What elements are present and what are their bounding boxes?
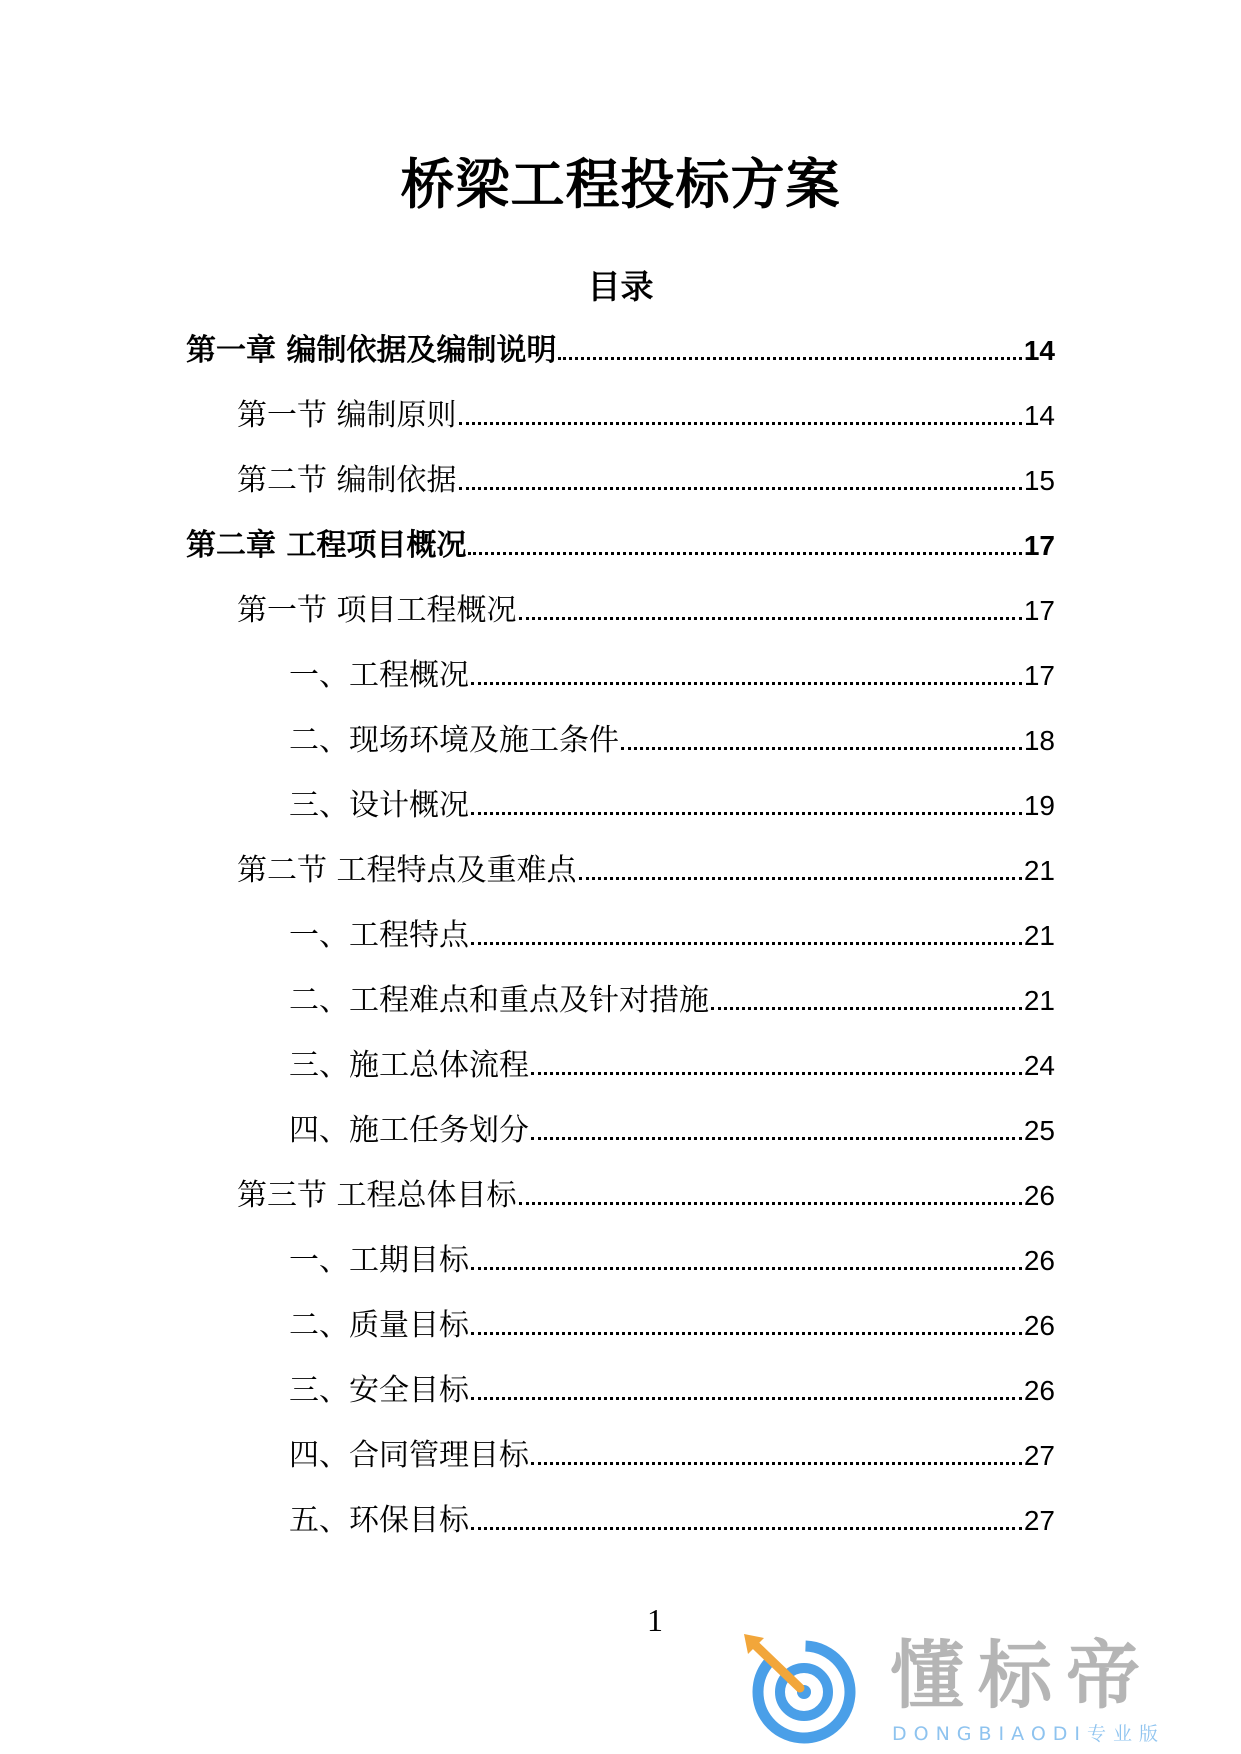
toc-entry[interactable] (0, 1301, 1241, 1366)
brand-name: 懂标帝 (890, 1633, 1154, 1719)
toc-entry-page: 26 (1023, 1375, 1055, 1406)
toc-dot-leader (531, 1137, 1022, 1140)
toc-entry[interactable] (0, 1041, 1241, 1106)
toc-entry-page: 21 (1023, 985, 1055, 1016)
toc-entry-page: 25 (1023, 1115, 1055, 1146)
toc-entry-title: 一、工期目标 (289, 1243, 469, 1278)
toc-entry-title: 第三节 工程总体目标 (237, 1178, 517, 1213)
toc-dot-leader (579, 877, 1022, 880)
toc-entry-title: 一、工程概况 (289, 658, 469, 693)
toc-entry-page: 27 (1023, 1505, 1055, 1536)
toc-entry[interactable] (0, 326, 1241, 391)
toc-heading: 目录 (587, 267, 654, 306)
toc-entry-title: 二、工程难点和重点及针对措施 (289, 983, 709, 1018)
toc-entry[interactable] (0, 1106, 1241, 1171)
toc-dot-leader (519, 617, 1022, 620)
toc-entry[interactable] (0, 1236, 1241, 1301)
toc-entry[interactable] (0, 911, 1241, 976)
toc-entry-page: 17 (1023, 530, 1055, 561)
toc-dot-leader (471, 682, 1022, 685)
table-of-contents (0, 326, 1241, 1561)
toc-entry-page: 17 (1023, 595, 1055, 626)
toc-entry[interactable] (0, 976, 1241, 1041)
toc-entry-title: 二、现场环境及施工条件 (289, 723, 619, 758)
toc-entry[interactable] (0, 586, 1241, 651)
toc-entry[interactable] (0, 521, 1241, 586)
toc-entry[interactable] (0, 391, 1241, 456)
toc-entry-page: 17 (1023, 660, 1055, 691)
toc-entry[interactable] (0, 846, 1241, 911)
toc-entry-page: 21 (1023, 920, 1055, 951)
toc-entry-page: 26 (1023, 1310, 1055, 1341)
toc-dot-leader (471, 812, 1022, 815)
toc-entry[interactable] (0, 1171, 1241, 1236)
toc-entry-page: 14 (1023, 400, 1055, 431)
toc-dot-leader (459, 487, 1022, 490)
toc-dot-leader (531, 1072, 1022, 1075)
toc-entry-title: 第二章 工程项目概况 (186, 528, 467, 563)
toc-entry-title: 二、质量目标 (289, 1308, 469, 1343)
toc-entry-page: 19 (1023, 790, 1055, 821)
toc-entry[interactable] (0, 781, 1241, 846)
toc-entry-page: 15 (1023, 465, 1055, 496)
toc-dot-leader (621, 747, 1022, 750)
toc-dot-leader (471, 1267, 1022, 1270)
toc-entry-page: 26 (1023, 1180, 1055, 1211)
toc-entry-title: 五、环保目标 (289, 1503, 469, 1538)
toc-dot-leader (459, 422, 1022, 425)
target-arrow-icon (740, 1630, 860, 1748)
toc-entry-page: 24 (1023, 1050, 1055, 1081)
toc-entry[interactable] (0, 716, 1241, 781)
toc-dot-leader (471, 1527, 1022, 1530)
toc-entry-page: 27 (1023, 1440, 1055, 1471)
toc-entry-title: 第一节 项目工程概况 (237, 593, 517, 628)
toc-dot-leader (471, 942, 1022, 945)
toc-entry[interactable] (0, 1366, 1241, 1431)
toc-dot-leader (519, 1202, 1022, 1205)
toc-entry-title: 四、施工任务划分 (289, 1113, 529, 1148)
toc-entry-title: 三、安全目标 (289, 1373, 469, 1408)
toc-entry[interactable] (0, 456, 1241, 521)
toc-dot-leader (468, 552, 1021, 555)
toc-entry-title: 第一章 编制依据及编制说明 (186, 333, 557, 368)
toc-entry-page: 14 (1023, 335, 1055, 366)
page-number: 1 (647, 1602, 663, 1638)
toc-entry[interactable] (0, 1431, 1241, 1496)
brand-subtitle: DONGBIAODI专业版 (892, 1723, 1166, 1745)
toc-entry-page: 21 (1023, 855, 1055, 886)
toc-entry-title: 第一节 编制原则 (237, 398, 457, 433)
toc-dot-leader (471, 1332, 1022, 1335)
toc-entry[interactable] (0, 1496, 1241, 1561)
toc-entry-title: 第二节 编制依据 (237, 463, 457, 498)
toc-entry-title: 三、设计概况 (289, 788, 469, 823)
toc-entry-title: 四、合同管理目标 (289, 1438, 529, 1473)
toc-dot-leader (711, 1007, 1022, 1010)
toc-dot-leader (531, 1462, 1022, 1465)
document-title: 桥梁工程投标方案 (400, 153, 841, 216)
toc-dot-leader (471, 1397, 1022, 1400)
toc-entry-page: 18 (1023, 725, 1055, 756)
toc-entry-title: 三、施工总体流程 (289, 1048, 529, 1083)
toc-entry-title: 第二节 工程特点及重难点 (237, 853, 577, 888)
toc-dot-leader (558, 357, 1021, 360)
toc-entry-title: 一、工程特点 (289, 918, 469, 953)
toc-entry[interactable] (0, 651, 1241, 716)
toc-entry-page: 26 (1023, 1245, 1055, 1276)
brand-watermark (740, 1630, 1220, 1748)
